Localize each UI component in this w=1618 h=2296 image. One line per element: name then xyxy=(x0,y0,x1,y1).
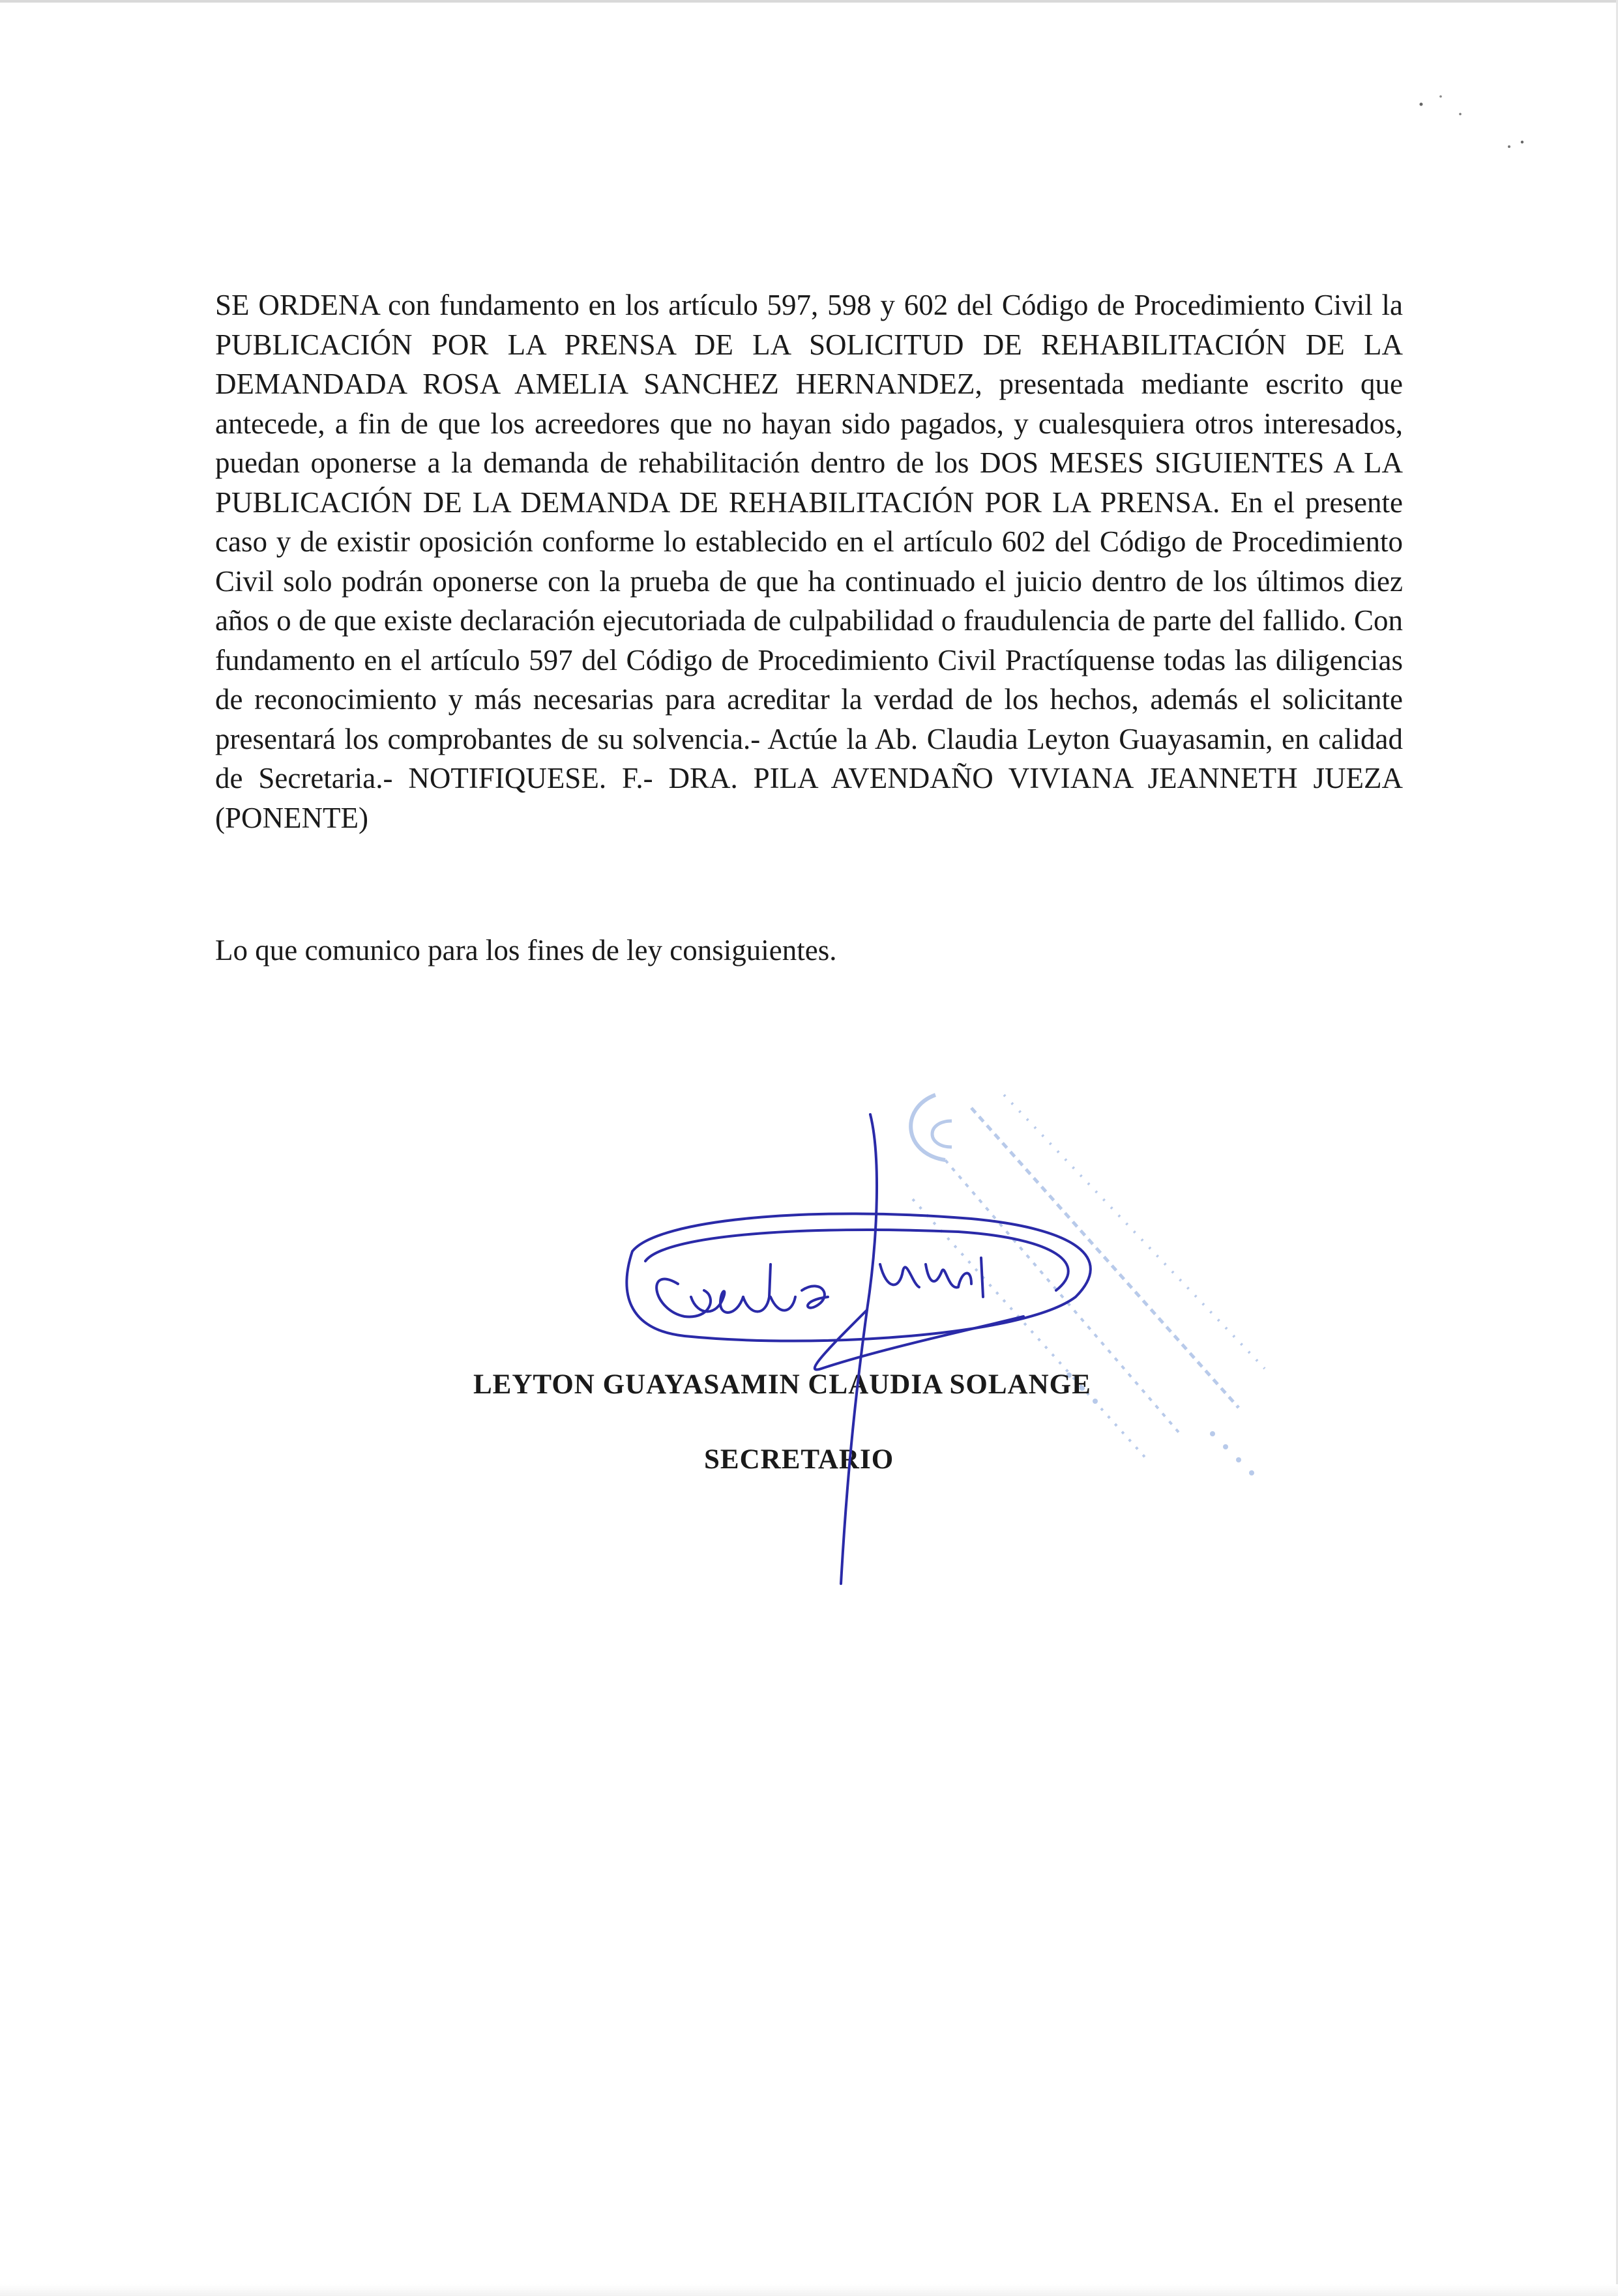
scan-edge-bottom xyxy=(0,2284,1618,2296)
scan-edge-top xyxy=(0,0,1618,3)
scan-specks xyxy=(1402,78,1545,169)
signer-name: LEYTON GUAYASAMIN CLAUDIA SOLANGE xyxy=(473,1369,1091,1400)
closing-line: Lo que comunico para los fines de ley consiguientes. xyxy=(215,934,837,966)
order-paragraph: SE ORDENA con fundamento en los artículo 597, 598 y 602 del Código de Procedimiento Civil la PUBLICACIÓN POR LA PRENSA DE LA SOLICITUD DE REHABILITACIÓN DE LA DEMANDADA ROSA AMELIA SANCHEZ HERNANDEZ, presentada mediante escrito que antecede, a fin de que los acreedores que no hayan sido pagados, y cualesquiera otros interesados, puedan oponerse a la demanda de rehabilitación dentro de los DOS MESES SIGUIENTES A LA PUBLICACIÓN DE LA DEMANDA DE REHABILITACIÓN POR LA PRENSA. En el presente caso y de existir oposición conforme lo establecido en el artículo 602 del Código de Procedimiento Civil solo podrán oponerse con la prueba de que ha continuado el juicio dentro de los últimos diez años o de que existe declaración ejecutoriada de culpabilidad o fraudulencia de parte del fallido. Con fundamento en el artículo 597 del Código de Procedimiento Civil Practíquense todas las diligencias de reconocimiento y más necesarias para acreditar la verdad de los hechos, además el solicitante presentará los comprobantes de su solvencia.- Actúe la Ab. Claudia Leyton Guayasamin, en calidad de Secretaria.- NOTIFIQUESE. F.- DRA. PILA AVENDAÑO VIVIANA JEANNETH JUEZA (PONENTE) xyxy=(215,289,1403,834)
signer-title: SECRETARIO xyxy=(704,1444,894,1475)
handwritten-signature xyxy=(606,1101,1141,1597)
